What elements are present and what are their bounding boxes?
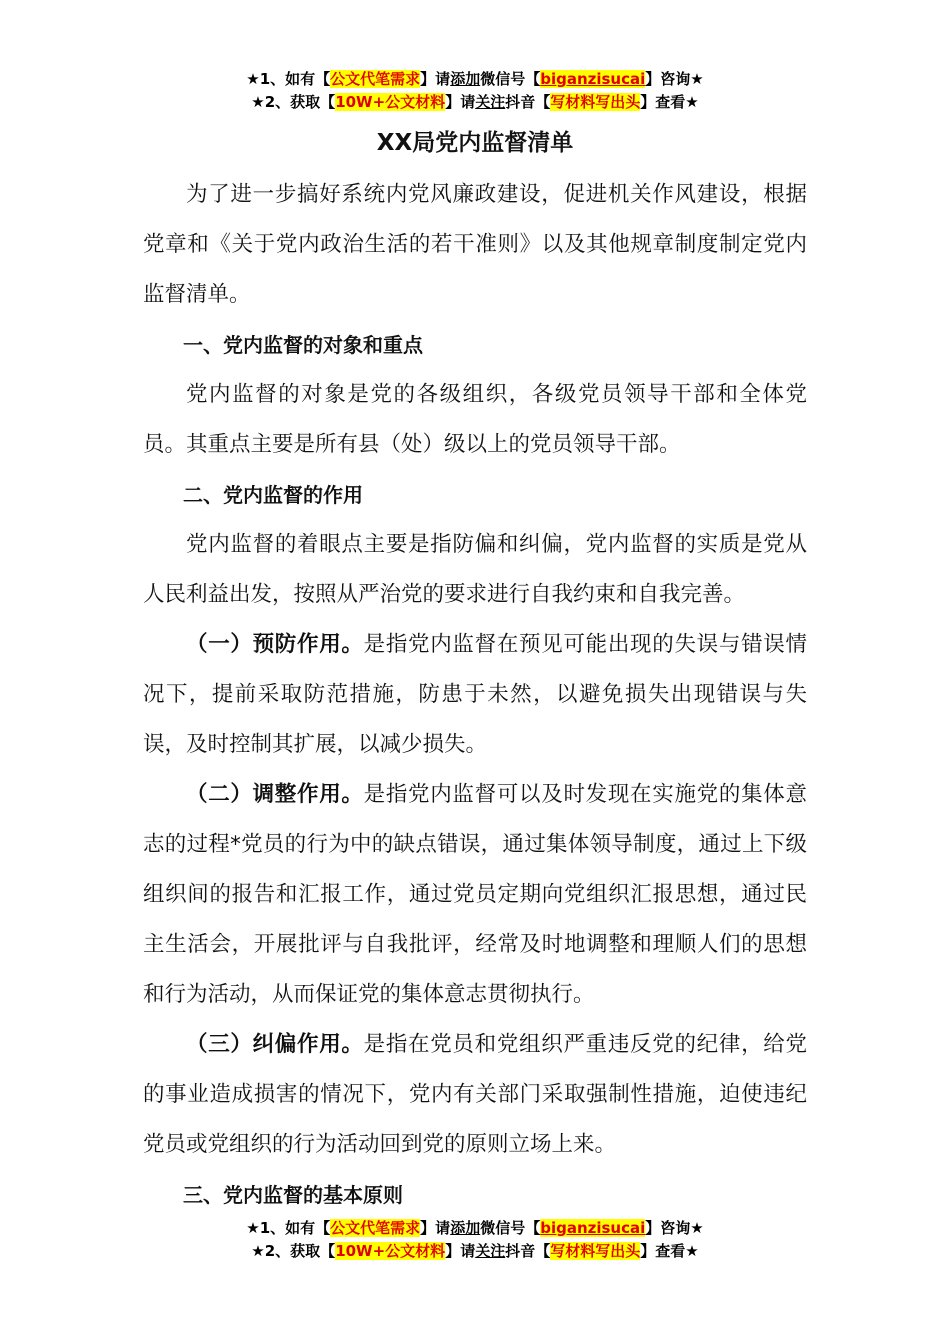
notice-text: 抖音【 — [505, 93, 551, 111]
subsection-text: 是指在党员和党组织严重违反党的纪律，给党的事业造成损害的情况下，党内有关部门采取强制性措施，迫使违纪党员或党组织的行为活动回到党的原则立场上来。 — [143, 1032, 807, 1157]
notice-line-2 — [0, 1240, 950, 1263]
notice-text: ★1、如有【 — [246, 70, 331, 88]
document-title: XX局党内监督清单 — [376, 130, 574, 156]
header-notice — [0, 68, 950, 114]
subsection-text: 是指党内监督在预见可能出现的失误与错误情况下，提前采取防范措施，防患于未然，以避免损失出现错误与失误，及时控制其扩展，以减少损失。 — [143, 632, 807, 757]
section-heading-2: 二、党内监督的作用 — [183, 483, 363, 507]
highlight-materials: 10W+公文材料 — [335, 1242, 446, 1260]
subsection-label: （三）纠偏作用。 — [186, 1032, 364, 1057]
subsection-label: （二）调整作用。 — [186, 782, 364, 807]
highlight-douyin: 写材料写出头 — [550, 93, 641, 111]
highlight-ghostwriting: 公文代笔需求 — [330, 1219, 421, 1237]
subsection-prevention — [143, 620, 807, 770]
notice-text: 】请 — [445, 93, 476, 111]
notice-text: ★1、如有【 — [246, 1219, 331, 1237]
footer-notice — [0, 1217, 950, 1263]
highlight-douyin: 写材料写出头 — [550, 1242, 641, 1260]
notice-text: 】咨询★ — [645, 1219, 704, 1237]
notice-text: 】查看★ — [640, 93, 699, 111]
paragraph-1: 党内监督的对象是党的各级组织，各级党员领导干部和全体党员。其重点主要是所有县（处）级以上的党员领导干部。 — [143, 382, 807, 457]
notice-text: 】查看★ — [640, 1242, 699, 1260]
highlight-ghostwriting: 公文代笔需求 — [330, 70, 421, 88]
wechat-id-link[interactable]: biganzisucai — [540, 1219, 646, 1237]
notice-text: 关注 — [475, 1242, 506, 1260]
notice-text: 关注 — [475, 93, 506, 111]
notice-text: 】请 — [420, 1219, 451, 1237]
notice-text: 微信号【 — [480, 1219, 541, 1237]
wechat-id-link[interactable]: biganzisucai — [540, 70, 646, 88]
notice-text: 微信号【 — [480, 70, 541, 88]
document-body — [143, 170, 807, 1220]
subsection-correction — [143, 1020, 807, 1170]
subsection-text: 是指党内监督可以及时发现在实施党的集体意志的过程*党员的行为中的缺点错误，通过集体领导制度，通过上下级组织间的报告和汇报工作，通过党员定期向党组织汇报思想，通过民主生活会，开展批评与自我批评，经常及时地调整和理顺人们的思想和行为活动，从而保证党的集体意志贯彻执行。 — [143, 782, 807, 1007]
paragraph-2: 党内监督的着眼点主要是指防偏和纠偏，党内监督的实质是党从人民利益出发，按照从严治党的要求进行自我约束和自我完善。 — [143, 532, 807, 607]
notice-line-1 — [0, 1217, 950, 1240]
notice-text: 添加 — [450, 1219, 481, 1237]
notice-text: 添加 — [450, 70, 481, 88]
highlight-materials: 10W+公文材料 — [335, 93, 446, 111]
notice-text: ★2、获取【 — [251, 93, 336, 111]
notice-line-1 — [0, 68, 950, 91]
notice-line-2 — [0, 91, 950, 114]
notice-text: 】咨询★ — [645, 70, 704, 88]
notice-text: 】请 — [420, 70, 451, 88]
section-heading-1: 一、党内监督的对象和重点 — [183, 333, 423, 357]
section-heading-3: 三、党内监督的基本原则 — [183, 1183, 403, 1207]
notice-text: ★2、获取【 — [251, 1242, 336, 1260]
subsection-label: （一）预防作用。 — [186, 632, 364, 657]
notice-text: 抖音【 — [505, 1242, 551, 1260]
notice-text: 】请 — [445, 1242, 476, 1260]
intro-paragraph: 为了进一步搞好系统内党风廉政建设，促进机关作风建设，根据党章和《关于党内政治生活的若干准则》以及其他规章制度制定党内监督清单。 — [143, 182, 807, 307]
subsection-adjustment — [143, 770, 807, 1020]
